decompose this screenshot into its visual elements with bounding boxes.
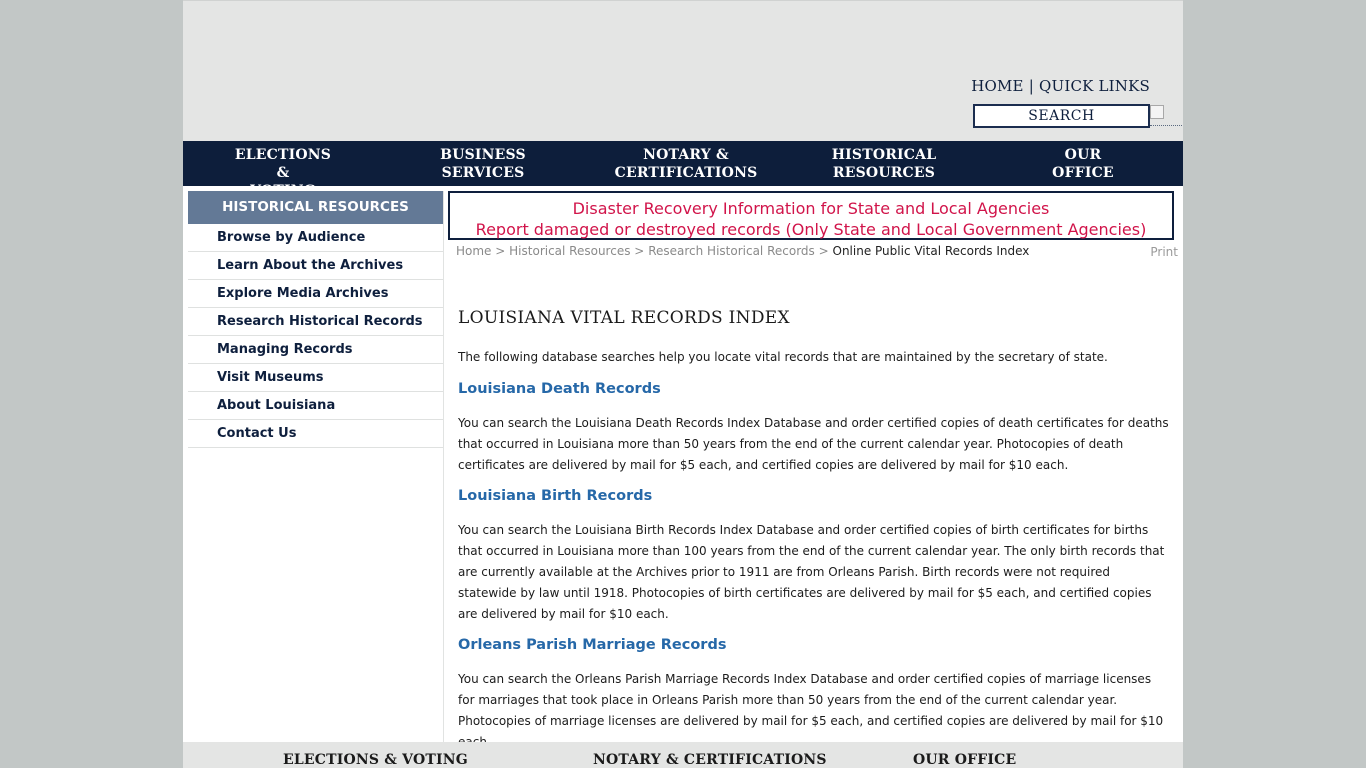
quick-links-link[interactable]: QUICK LINKS	[1038, 77, 1150, 95]
breadcrumb-current: Online Public Vital Records Index	[832, 244, 1030, 258]
marriage-records-text: You can search the Orleans Parish Marriage Records Index Database and order certified copies of marriage licenses for marriages that took place in Orleans Parish more than 50 years from the end of the current calendar year. Photocopies of marriage licenses are delivered by mail for $5 each, and certified copies are delivered by mail for $10	[458, 672, 1164, 728]
sidebar-item-managing-records[interactable]: Managing Records	[188, 336, 443, 364]
sidebar-item-contact-us[interactable]: Contact Us	[188, 420, 443, 448]
disaster-alert-box	[448, 191, 1174, 240]
site-header	[183, 0, 1183, 142]
breadcrumb	[456, 244, 1029, 258]
main-content	[448, 191, 1178, 742]
nav-historical-resources[interactable]: HISTORICAL RESOURCES	[831, 147, 937, 181]
search-input[interactable]: SEARCH	[973, 104, 1150, 128]
breadcrumb-historical-resources[interactable]: Historical Resources	[509, 244, 631, 258]
death-records-link[interactable]: Louisiana Death Records	[458, 381, 661, 397]
breadcrumb-separator: >	[495, 244, 506, 258]
main-nav	[183, 141, 1183, 186]
top-links-separator: |	[1028, 77, 1034, 95]
sidebar-item-research-historical-records[interactable]: Research Historical Records	[188, 308, 443, 336]
birth-records-link[interactable]: Louisiana Birth Records	[458, 488, 653, 504]
sidebar-item-visit-museums[interactable]: Visit Museums	[188, 364, 443, 392]
nav-business-services[interactable]: BUSINESS SERVICES	[440, 147, 526, 181]
breadcrumb-research-historical-records[interactable]: Research Historical Records	[648, 244, 815, 258]
sidebar	[188, 191, 444, 742]
death-records-text: You can search the Louisiana Death Records Index Database and order certified copies of death certificates for deaths that occurred in Louisiana more than 50 years from the end of the current calendar year. Photocopies of death certificates are delivered by mail for $5 each, and certified copies are delivered by mail for $10 each.	[458, 416, 1169, 472]
sidebar-item-browse-by-audience[interactable]: Browse by Audience	[188, 224, 443, 252]
footer-elections-voting[interactable]: ELECTIONS & VOTING	[283, 752, 468, 768]
breadcrumb-separator: >	[818, 244, 829, 258]
page-container	[183, 0, 1183, 768]
breadcrumb-home[interactable]: Home	[456, 244, 492, 258]
nav-elections-voting[interactable]: ELECTIONS &	[234, 147, 332, 181]
broken-image-icon	[1150, 105, 1164, 119]
sidebar-item-about-louisiana[interactable]: About Louisiana	[188, 392, 443, 420]
disaster-recovery-link[interactable]: Disaster Recovery Information for State and Local Agencies	[572, 199, 1050, 218]
breadcrumb-separator: >	[634, 244, 645, 258]
report-damaged-records-link[interactable]: Report damaged or destroyed records (Only State and Local Government Agencies)	[475, 220, 1147, 239]
nav-notary-certifications[interactable]: NOTARY & CERTIFICATIONS	[614, 147, 758, 181]
sidebar-title: HISTORICAL RESOURCES	[188, 191, 443, 224]
birth-records-text: You can search the Louisiana Birth Records Index Database and order certified copies of birth certificates for births that occurred in Louisiana more than 100 years from the end of the current calendar year. The only birth records that are currently available at the Archives prior to 1911 are from Orleans Parish. Birth records were not required statewide by law until 1918. Photocopies of birth certificates are delivered by mail for $5 each, and certified copies are delivered by mail for $10 each.	[458, 523, 1165, 621]
home-link[interactable]: HOME	[971, 77, 1024, 95]
footer-our-office[interactable]: OUR OFFICE	[913, 752, 1017, 768]
search-go-button[interactable]	[1150, 105, 1182, 126]
page-title: LOUISIANA VITAL RECORDS INDEX	[458, 308, 790, 328]
marriage-records-link[interactable]: Orleans Parish Marriage Records	[458, 637, 727, 653]
top-links	[971, 77, 1150, 95]
footer-notary-certifications[interactable]: NOTARY & CERTIFICATIONS	[593, 752, 827, 768]
sidebar-item-learn-about-archives[interactable]: Learn About the Archives	[188, 252, 443, 280]
site-footer	[183, 742, 1183, 768]
intro-text: The following database searches help you locate vital records that are maintained by the secretary of state.	[458, 350, 1108, 364]
print-link[interactable]: Print	[1150, 245, 1178, 259]
nav-our-office[interactable]: OUR OFFICE	[1052, 147, 1114, 181]
sidebar-item-explore-media-archives[interactable]: Explore Media Archives	[188, 280, 443, 308]
